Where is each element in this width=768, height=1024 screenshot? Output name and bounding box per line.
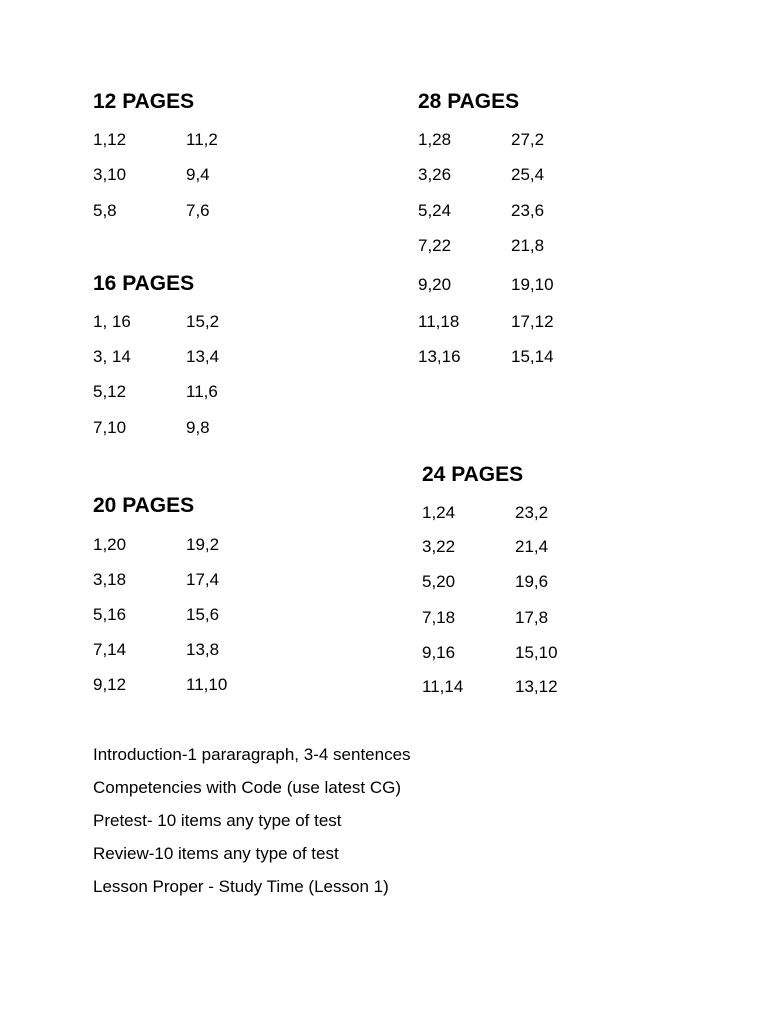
note-introduction: Introduction-1 pararagraph, 3-4 sentences: [93, 745, 411, 764]
page-pair-front: 5,16: [93, 605, 127, 624]
page-pair-front: 5,12: [93, 382, 127, 401]
page-pair-back: 21,8: [511, 236, 545, 255]
table-row: [418, 235, 638, 257]
page-pair-back: 17,8: [515, 608, 549, 627]
table-row: [93, 604, 313, 626]
page-pair-back: 13,12: [515, 677, 558, 696]
page-pair-back: 23,6: [511, 201, 545, 220]
table-row: [418, 200, 638, 222]
table-row: [422, 502, 642, 524]
page-pair-front: 9,12: [93, 675, 127, 694]
page-pair-front: 3,22: [422, 537, 456, 556]
section-20-pages: [93, 494, 313, 694]
page-pair-front: 1, 16: [93, 312, 131, 331]
page-pair-front: 11,14: [422, 677, 464, 696]
table-row: [422, 642, 642, 664]
table-row: [93, 639, 313, 661]
page-pair-back: 19,6: [515, 572, 549, 591]
table-row: [93, 674, 313, 696]
section-16-pages: [93, 272, 313, 437]
note-review: Review-10 items any type of test: [93, 844, 339, 863]
page-pair-back: 9,4: [186, 165, 210, 184]
section-24-pages: [422, 463, 642, 696]
page-pair-back: 11,6: [186, 382, 218, 401]
table-row: [418, 311, 638, 333]
table-row: [418, 164, 638, 186]
table-row: [93, 346, 313, 368]
note-competencies: Competencies with Code (use latest CG): [93, 778, 402, 797]
table-row: [93, 200, 313, 222]
note-pretest: Pretest- 10 items any type of test: [93, 811, 342, 830]
page-pair-back: 9,8: [186, 418, 210, 437]
page-pair-front: 9,16: [422, 643, 456, 662]
page-pair-front: 3,10: [93, 165, 127, 184]
page-pair-back: 25,4: [511, 165, 545, 184]
page-pair-back: 23,2: [515, 503, 549, 522]
section-28-pages: [418, 90, 638, 366]
section-title: 24 PAGES: [422, 463, 524, 486]
section-title: 12 PAGES: [93, 90, 195, 113]
table-row: [418, 129, 638, 151]
page-pair-front: 3, 14: [93, 347, 131, 366]
page-pair-front: 7,10: [93, 418, 127, 437]
table-row: [93, 381, 313, 403]
note-lesson-proper: Lesson Proper - Study Time (Lesson 1): [93, 877, 389, 896]
page-pair-front: 1,12: [93, 130, 127, 149]
page-pair-front: 1,20: [93, 535, 127, 554]
page-pair-back: 27,2: [511, 130, 545, 149]
page-pair-front: 1,28: [418, 130, 452, 149]
page-pair-back: 7,6: [186, 201, 210, 220]
table-row: [418, 346, 638, 368]
section-title: 16 PAGES: [93, 272, 195, 295]
page-pair-back: 15,2: [186, 312, 220, 331]
page-pair-back: 17,4: [186, 570, 220, 589]
page-pair-back: 13,4: [186, 347, 220, 366]
page-pair-back: 15,14: [511, 347, 554, 366]
page-pair-front: 13,16: [418, 347, 461, 366]
page-pair-front: 11,18: [418, 312, 460, 331]
page-pair-front: 5,20: [422, 572, 456, 591]
table-row: [418, 274, 638, 296]
table-row: [93, 129, 313, 151]
page-pair-front: 5,24: [418, 201, 452, 220]
page-pair-front: 7,22: [418, 236, 452, 255]
page-pair-back: 19,10: [511, 275, 554, 294]
section-12-pages: [93, 90, 313, 220]
table-row: [422, 571, 642, 593]
table-row: [93, 569, 313, 591]
page-pair-front: 3,18: [93, 570, 127, 589]
section-title: 28 PAGES: [418, 90, 520, 113]
notes-list: [93, 744, 453, 898]
page-pair-front: 5,8: [93, 201, 117, 220]
page-pair-back: 17,12: [511, 312, 554, 331]
page-pair-back: 15,10: [515, 643, 558, 662]
table-row: [422, 607, 642, 629]
section-title: 20 PAGES: [93, 494, 195, 517]
page-pair-front: 7,14: [93, 640, 127, 659]
page-pair-front: 3,26: [418, 165, 452, 184]
page-pair-back: 21,4: [515, 537, 549, 556]
table-row: [93, 417, 313, 439]
page-pair-back: 13,8: [186, 640, 220, 659]
table-row: [93, 534, 313, 556]
table-row: [422, 676, 642, 698]
page-pair-back: 15,6: [186, 605, 220, 624]
page-pair-back: 11,10: [186, 675, 228, 694]
table-row: [93, 164, 313, 186]
page-pair-back: 11,2: [186, 130, 218, 149]
table-row: [422, 536, 642, 558]
table-row: [93, 311, 313, 333]
page-pair-front: 1,24: [422, 503, 456, 522]
page-pair-front: 9,20: [418, 275, 452, 294]
page-pair-back: 19,2: [186, 535, 220, 554]
page-pair-front: 7,18: [422, 608, 456, 627]
